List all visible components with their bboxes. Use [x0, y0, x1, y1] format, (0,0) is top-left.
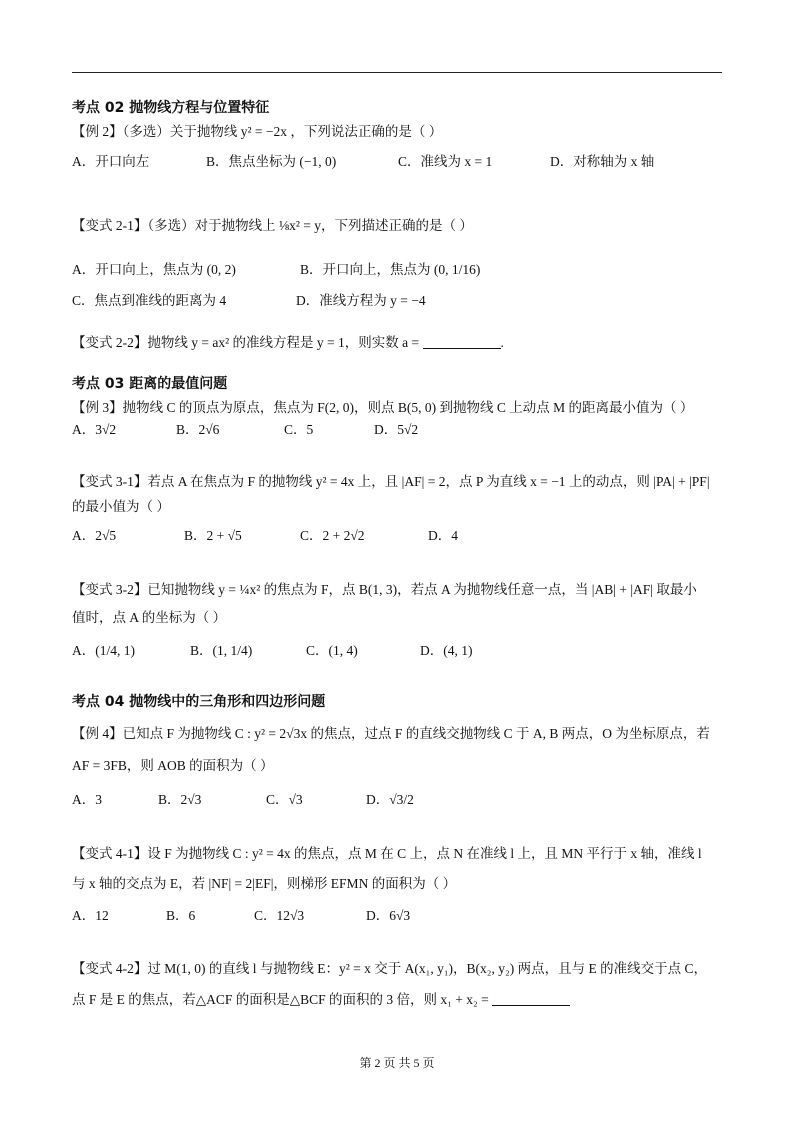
example-4-option-d: D．√3/2 — [366, 792, 414, 807]
variant-4-2-line1: 过 M(1, 0) 的直线 l 与抛物线 E：y² = x 交于 A(x₁, y₁)，B(x₂, y₂) 两点，且与 E 的准线交于点 C， — [147, 961, 707, 976]
variant-2-2-tail: . — [500, 335, 504, 350]
example-3-question — [72, 396, 693, 416]
answer-blank-4-2[interactable] — [492, 993, 570, 1006]
variant-2-2-question — [72, 331, 504, 351]
example-3-tag: 【例 3】 — [72, 400, 123, 415]
variant-3-2-question — [72, 578, 697, 598]
variant-3-2-option-d: D．(4, 1) — [420, 643, 473, 658]
variant-3-1-option-c: C．2 + 2√2 — [300, 528, 365, 543]
example-4-option-b: B．2√3 — [158, 792, 202, 807]
example-4-tag: 【例 4】 — [72, 726, 123, 741]
example-3-option-a: A．3√2 — [72, 422, 117, 437]
variant-2-2-text: 抛物线 y = ax² 的准线方程是 y = 1，则实数 a = — [147, 335, 420, 350]
example-4-line1: 已知点 F 为抛物线 C : y² = 2√3x 的焦点，过点 F 的直线交抛物线 C 于 A, B 两点，O 为坐标原点，若 — [122, 726, 710, 741]
variant-3-2-tag: 【变式 3-2】 — [72, 582, 148, 597]
variant-2-1-option-a: A．开口向上，焦点为 (0, 2) — [72, 262, 236, 277]
variant-4-2-tag: 【变式 4-2】 — [72, 961, 148, 976]
example-2-option-b: B．焦点坐标为 (−1, 0) — [206, 154, 337, 169]
variant-2-1-option-d: D．准线方程为 y = −4 — [296, 293, 426, 308]
variant-3-1-line1: 若点 A 在焦点为 F 的抛物线 y² = 4x 上，且 |AF| = 2，点 P 为直线 x = −1 上的动点，则 |PA| + |PF| — [147, 474, 710, 489]
variant-3-1-option-b: B．2 + √5 — [184, 528, 242, 543]
variant-4-2-question — [72, 957, 707, 977]
variant-4-1-question — [72, 842, 702, 862]
variant-2-1-option-c: C．焦点到准线的距离为 4 — [72, 293, 227, 308]
variant-4-1-option-d: D．6√3 — [366, 908, 411, 923]
example-2-option-a: A．开口向左 — [72, 154, 150, 169]
variant-3-2-line2: 值时，点 A 的坐标为（ ） — [72, 610, 227, 625]
example-2-option-c: C．准线为 x = 1 — [398, 154, 493, 169]
variant-4-1-tag: 【变式 4-1】 — [72, 846, 148, 861]
example-2-tag: 【例 2】 — [72, 124, 123, 139]
section-heading-03: 考点 03 距离的最值问题 — [72, 376, 228, 392]
variant-3-1-option-d: D．4 — [428, 528, 458, 543]
example-3-option-b: B．2√6 — [176, 422, 220, 437]
example-2-question — [72, 120, 442, 140]
example-4-option-a: A．3 — [72, 792, 102, 807]
variant-2-1-tag: 【变式 2-1】 — [72, 218, 148, 233]
example-2-text: （多选）关于抛物线 y² = −2x ，下列说法正确的是（ ） — [122, 124, 443, 139]
example-4-line2: AF = 3FB，则 AOB 的面积为（ ） — [72, 758, 274, 773]
variant-2-1-option-b: B．开口向上，焦点为 (0, 1/16) — [300, 262, 481, 277]
page-footer: 第 2 页 共 5 页 — [359, 1056, 435, 1070]
variant-3-1-line2: 的最小值为（ ） — [72, 499, 170, 514]
variant-3-2-option-a: A．(1/4, 1) — [72, 643, 135, 658]
example-3-text: 抛物线 C 的顶点为原点，焦点为 F(2, 0)，则点 B(5, 0) 到抛物线 C 上动点 M 的距离最小值为（ ） — [122, 400, 694, 415]
variant-4-1-option-c: C．12√3 — [254, 908, 305, 923]
variant-2-2-tag: 【变式 2-2】 — [72, 335, 148, 350]
example-4-option-c: C．√3 — [266, 792, 303, 807]
header-rule — [72, 72, 722, 73]
answer-blank[interactable] — [423, 336, 501, 349]
section-heading-04: 考点 04 抛物线中的三角形和四边形问题 — [72, 694, 326, 710]
variant-4-2-line2: 点 F 是 E 的焦点，若△ACF 的面积是△BCF 的面积的 3 倍，则 x₁ + x₂ = — [72, 992, 489, 1007]
example-4-question — [72, 722, 710, 742]
example-3-option-c: C．5 — [284, 422, 314, 437]
variant-3-2-option-b: B．(1, 1/4) — [190, 643, 253, 658]
variant-4-1-option-a: A．12 — [72, 908, 109, 923]
section-heading-02: 考点 02 抛物线方程与位置特征 — [72, 100, 270, 116]
variant-4-1-line1: 设 F 为抛物线 C : y² = 4x 的焦点，点 M 在 C 上，点 N 在准线 l 上，且 MN 平行于 x 轴，准线 l — [147, 846, 702, 861]
variant-3-2-line1: 已知抛物线 y = ¼x² 的焦点为 F，点 B(1, 3)，若点 A 为抛物线任意一点，当 |AB| + |AF| 取最小 — [147, 582, 697, 597]
variant-3-1-tag: 【变式 3-1】 — [72, 474, 148, 489]
example-3-option-d: D．5√2 — [374, 422, 419, 437]
variant-2-1-text: （多选）对于抛物线上 ⅛x² = y，下列描述正确的是（ ） — [147, 218, 473, 233]
variant-3-1-question — [72, 470, 710, 490]
example-2-option-d: D．对称轴为 x 轴 — [550, 154, 655, 169]
variant-2-1-question — [72, 214, 473, 234]
variant-4-2-line2-wrap — [72, 988, 570, 1008]
variant-3-1-option-a: A．2√5 — [72, 528, 117, 543]
variant-4-1-line2: 与 x 轴的交点为 E，若 |NF| = 2|EF|，则梯形 EFMN 的面积为（ ） — [72, 876, 457, 891]
variant-4-1-option-b: B．6 — [166, 908, 196, 923]
variant-3-2-option-c: C．(1, 4) — [306, 643, 358, 658]
